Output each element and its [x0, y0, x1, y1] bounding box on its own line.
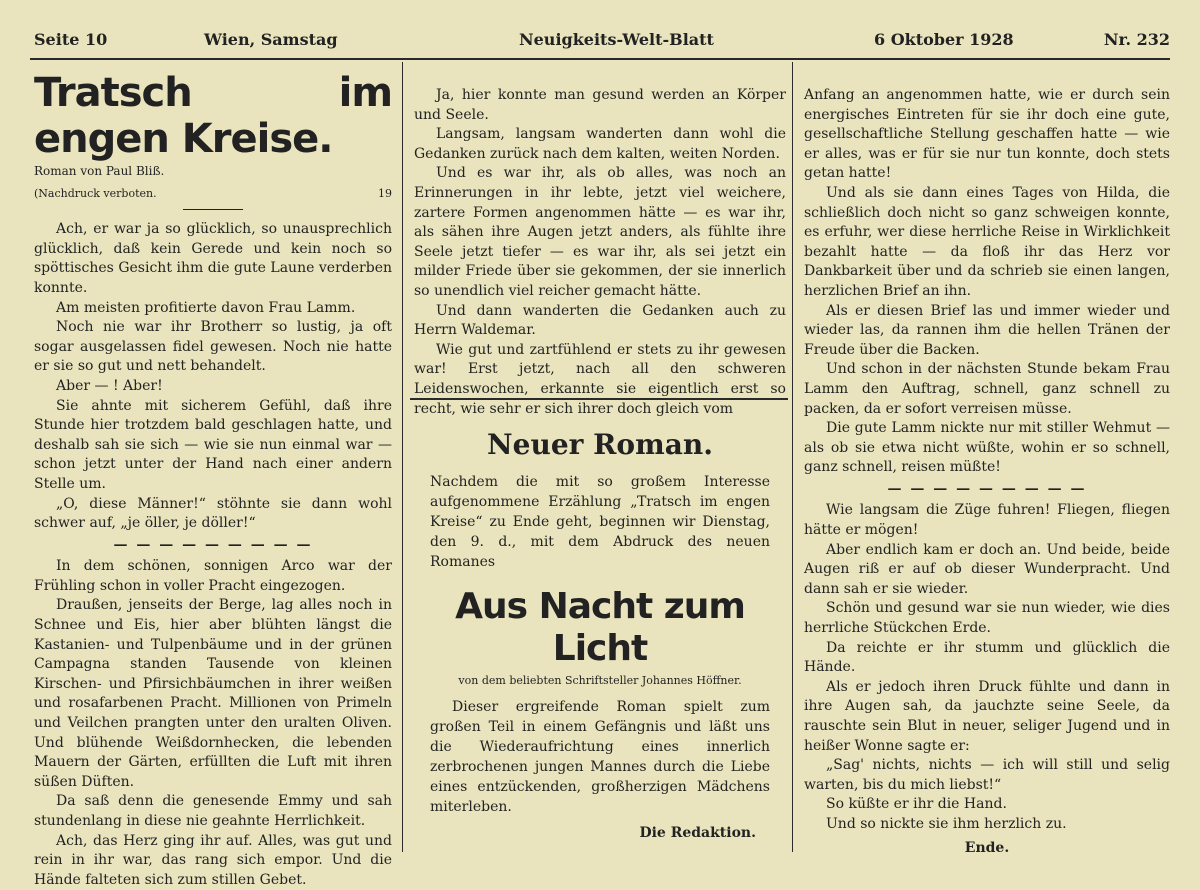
header-rule	[30, 58, 1170, 60]
paragraph: Ja, hier konnte man gesund werden an Körper und Seele.	[414, 87, 786, 123]
story-meta	[34, 184, 392, 204]
story-end: Ende.	[964, 839, 1010, 856]
installment-number: 19	[378, 186, 392, 200]
paragraph: Und dann wanderten die Gedanken auch zu Herrn Waldemar.	[414, 302, 786, 339]
paragraph: Wie gut und zartfühlend er stets zu ihr gewesen war! Erst jetzt, nach all den schweren Leidenswochen, erkannte sie eigentlich erst so recht, wie sehr er sich ihrer doch gleich vom	[414, 341, 786, 417]
newspaper-title: Neuigkeits-Welt-Blatt	[519, 30, 714, 49]
paragraph: So küßte er ihr die Hand.	[826, 796, 1007, 813]
novel-title: Aus Nacht zum Licht	[455, 586, 745, 669]
section-dashes: — — — — — — — — —	[887, 480, 1087, 497]
paragraph: Die gute Lamm nickte nur mit stiller Wehmut — als ob sie etwa nicht wüßte, wohin er so schnell, ganz schnell, reisen müßte!	[804, 420, 1170, 476]
announcement-title: Neuer Roman.	[487, 428, 713, 461]
paragraph: Und als sie dann eines Tages von Hilda, die schließlich doch nicht so ganz schweigen konnte, es erfuhr, wer diese herrliche Reise in Wirklichkeit bezahlt hatte — da floß ihr das Herz vor Dankbarkeit über und da schrieb sie einen langen, herzlichen Brief an ihn.	[804, 184, 1170, 299]
page-header	[34, 30, 1170, 56]
paragraph: „Sag' nichts, nichts — ich will still und selig warten, bis du mich liebst!“	[804, 757, 1170, 793]
paragraph: Sie ahnte mit sicherem Gefühl, daß ihre Stunde hier trotzdem bald geschlagen hatte, und deshalb sah sie sich — wie sie nun einmal war — schon jetzt unter der Hand nach einer andern Stelle um.	[34, 397, 392, 492]
title-divider	[183, 209, 243, 210]
paragraph: Und es war ihr, als ob alles, was noch an Erinnerungen in ihr lebte, jetzt viel weichere, zartere Formen angenommen hätte — es war ihr, als sähen ihre Augen jetzt anders, als fühlte ihre Seele jetzt tiefer — es war ihr, als sei jetzt ein milder Friede über sie gekommen, der sie innerlich so unendlich viel reicher gemacht hätte.	[414, 165, 786, 299]
column-3	[804, 86, 1170, 858]
novel-description: Dieser ergreifende Roman spielt zum großen Teil in einem Gefängnis und läßt uns die Wiederaufrichtung eines innerlich zerbrochenen jungen Mannes durch die Liebe eines entzückenden, großherzigen Mädchens miterleben.	[430, 699, 770, 815]
paragraph: Aber — ! Aber!	[56, 377, 163, 394]
paragraph: Schön und gesund war sie nun wieder, wie dies herrliche Stückchen Erde.	[804, 600, 1170, 637]
column-rule-2	[792, 62, 793, 852]
paragraph: Da saß denn die genesende Emmy und sah stundenlang in diese nie geahnte Herrlichkeit.	[34, 793, 392, 829]
column-rule-1	[402, 62, 403, 852]
paragraph: Ach, das Herz ging ihr auf. Alles, was gut und rein in ihr war, das rang sich empor. Und die Hände falteten sich zum stillen Gebet.	[34, 832, 392, 888]
paragraph: Und schon in der nächsten Stunde bekam Frau Lamm den Auftrag, schnell, ganz schnell zu packen, da er sofort verreisen müsse.	[804, 361, 1170, 417]
paragraph: Und so nickte sie ihm herzlich zu.	[826, 815, 1067, 832]
column-1	[34, 70, 392, 890]
paragraph: „O, diese Männer!“ stöhnte sie dann wohl schwer auf, „je öller, je döller!“	[34, 495, 392, 532]
announcement-box	[414, 408, 786, 840]
section-dashes: — — — — — — — — —	[113, 536, 313, 553]
page-number: Seite 10	[34, 30, 108, 49]
novel-author: von dem beliebten Schriftsteller Johannes Höffner.	[458, 674, 742, 687]
paragraph: Als er jedoch ihren Druck fühlte und dann in ihre Augen sah, da jauchzte seine Seele, da rauschte sein Blut in neuer, seliger Jugend und in heißer Wonne sagte er:	[804, 678, 1170, 754]
story-byline: Roman von Paul Bliß.	[34, 164, 165, 178]
paragraph: Noch nie war ihr Brotherr so lustig, ja oft sogar ausgelassen fidel gewesen. Noch nie hatte er sie so gut und nett behandelt.	[34, 319, 392, 375]
column-2	[414, 86, 786, 419]
place-day: Wien, Samstag	[204, 30, 338, 49]
paragraph: Am meisten profitierte davon Frau Lamm.	[56, 299, 356, 316]
issue-date: 6 Oktober 1928	[874, 30, 1014, 49]
paragraph: Draußen, jenseits der Berge, lag alles noch in Schnee und Eis, hier aber blühten längst die Kastanien- und Tulpenbäume und in der grünen Campagna standen Tausende von kleinen Kirschen- und Pfirsichbäumchen in ihrer weißen und rosafarbenen Pracht. Millionen von Primeln und Veilchen prangten unter den uralten Oliven. Und blühende Weißdornhecken, die lebenden Mauern der Gärten, erfüllten die Luft mit ihren süßen Düften.	[34, 597, 392, 790]
paragraph: Als er diesen Brief las und immer wieder und wieder las, da rannen ihm die hellen Tränen der Freude über die Backen.	[804, 302, 1170, 358]
editorial-signature: Die Redaktion.	[639, 825, 756, 841]
paragraph: Langsam, langsam wanderten dann wohl die Gedanken zurück nach dem kalten, weiten Norden.	[414, 126, 786, 162]
issue-number: Nr. 232	[1103, 30, 1170, 49]
announcement-intro: Nachdem die mit so großem Interesse aufgenommene Erzählung „Tratsch im engen Kreise“ zu Ende geht, beginnen wir Dienstag, den 9. d., mit dem Abdruck des neuen Romanes	[430, 474, 770, 570]
paragraph: Aber endlich kam er doch an. Und beide, beide Augen riß er auf ob dieser Wunderpracht. Und dann sah er sie wieder.	[804, 541, 1170, 597]
paragraph: Da reichte er ihr stumm und glücklich die Hände.	[804, 639, 1170, 676]
paragraph: Anfang an angenommen hatte, wie er durch sein energisches Eintreten für sie ihr doch eine gute, gesellschaftliche Stellung geschaffen hatte — wie er alles, was er für sie nur tun konnte, doch stets getan hatte!	[804, 87, 1170, 182]
paragraph: Ach, er war ja so glücklich, so unausprechlich glücklich, daß kein Gerede und kein noch so spöttisches Gesicht ihm die gute Laune verderben konnte.	[34, 221, 392, 296]
paragraph: In dem schönen, sonnigen Arco war der Frühling schon in voller Pracht eingezogen.	[34, 558, 392, 594]
paragraph: Wie langsam die Züge fuhren! Fliegen, fliegen hätte er mögen!	[804, 502, 1170, 539]
story-title: Tratsch im engen Kreise.	[34, 70, 392, 162]
reprint-notice: (Nachdruck verboten.	[34, 186, 157, 200]
